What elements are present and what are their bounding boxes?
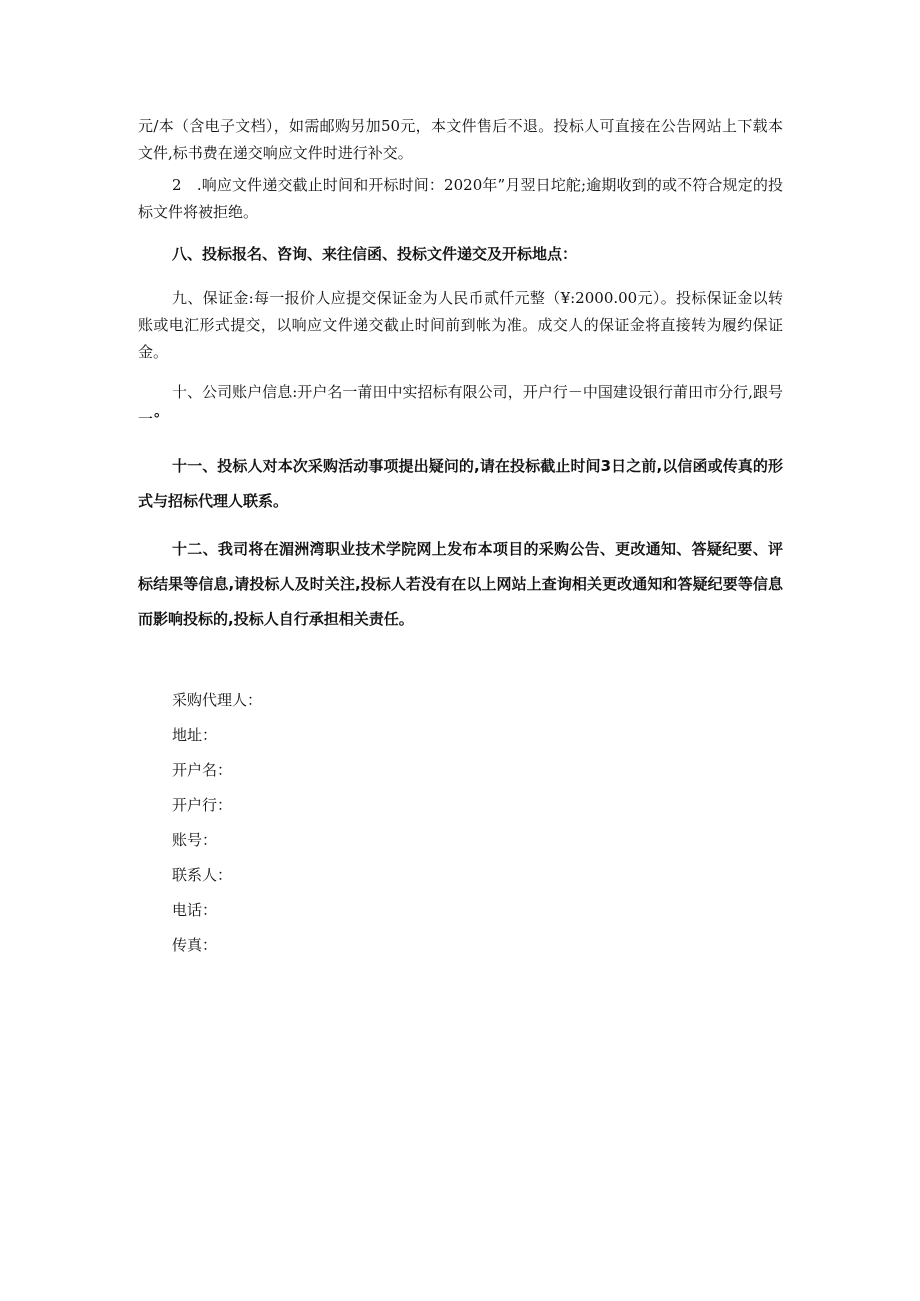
paragraph-deadline: 2 .响应文件递交截止时间和开标时间：2020年”月翌日坨舵;逾期收到的或不符合规定的投标文件将被拒绝。	[138, 176, 783, 221]
signature-account-number: 账号：	[172, 831, 218, 849]
signature-bank: 开户行：	[172, 796, 233, 814]
paragraph-section-8: 八、投标报名、咨询、来往信函、投标文件递交及开标地点：	[172, 245, 578, 263]
paragraph-section-10-account: 十、公司账户信息:开户名一莆田中实招标有限公司，开户行－中国建设银行莆田市分行,跟号一°	[138, 383, 783, 428]
signature-address: 地址：	[172, 726, 218, 744]
paragraph-section-9-deposit: 九、保证金:每一报价人应提交保证金为人民币贰仟元整（¥:2000.00元）。投标保证金以转账或电汇形式提交，以响应文件递交截止时间前到帐为准。成交人的保证金将直接转为履约保证金。	[138, 289, 783, 361]
paragraph-section-11-questions: 十一、投标人对本次采购活动事项提出疑问的,请在投标截止时间3日之前,以信函或传真的形式与招标代理人联系。	[138, 457, 783, 510]
signature-account-name: 开户名：	[172, 761, 233, 779]
signature-fax: 传真：	[172, 936, 218, 954]
signature-contact: 联系人：	[172, 866, 233, 884]
paragraph-fee-notice: 元/本（含电子文档），如需邮购另加50元，本文件售后不退。投标人可直接在公告网站上下载本文件,标书费在递交响应文件时进行补交。	[138, 117, 783, 162]
paragraph-section-12-notices: 十二、我司将在湄洲湾职业技术学院网上发布本项目的采购公告、更改通知、答疑纪要、评标结果等信息,请投标人及时关注,投标人若没有在以上网站上查询相关更改通知和答疑纪要等信息而影响投标的,投标人自行承担相关责任。	[138, 540, 783, 628]
signature-phone: 电话：	[172, 901, 218, 919]
signature-agent: 采购代理人：	[172, 691, 263, 709]
